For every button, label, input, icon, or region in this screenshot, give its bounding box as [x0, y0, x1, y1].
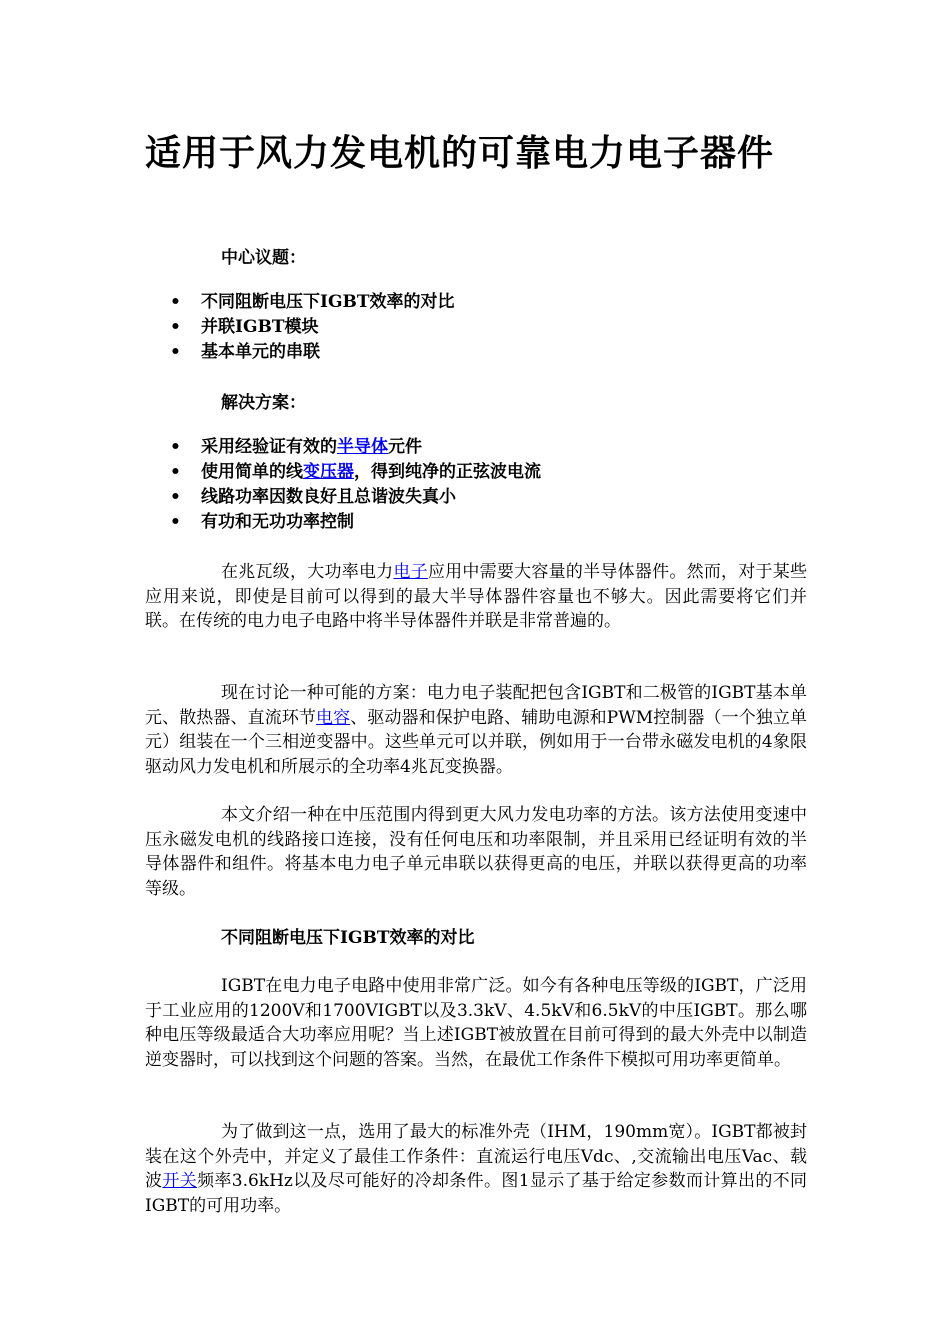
issues-list: [170, 290, 455, 365]
list-item: • 采用经验证有效的半导体元件: [170, 435, 541, 460]
link-switch[interactable]: 开关: [162, 1171, 198, 1192]
solutions-heading: 解决方案：: [221, 393, 306, 413]
list-item: • 并联IGBT模块: [170, 315, 455, 340]
link-semiconductor[interactable]: 半导体: [337, 437, 388, 457]
list-item: • 使用简单的线变压器，得到纯净的正弦波电流: [170, 460, 541, 485]
bullet-icon: •: [170, 317, 181, 337]
paragraph-1: 在兆瓦级，大功率电力电子应用中需要大容量的半导体器件。然而，对于某些应用来说，即使是目前可以得到的最大半导体器件容量也不够大。因此需要将它们并联。在传统的电力电子电路中将半导体器件并联是非常普遍的。: [145, 562, 808, 632]
solutions-list: [170, 435, 541, 535]
paragraph-5: 为了做到这一点，选用了最大的标准外壳（IHM，190mm宽）。IGBT都被封装在这个外壳中，并定义了最佳工作条件：直流运行电压Vdc、,交流输出电压Vac、载波开关频率3.6kHz以及尽可能好的冷却条件。图1显示了基于给定参数而计算出的不同IGBT的可用功率。: [145, 1122, 808, 1216]
document-title: 适用于风力发电机的可靠电力电子器件: [145, 133, 775, 174]
link-capacitor[interactable]: 电容: [316, 707, 351, 728]
bullet-icon: •: [170, 437, 181, 457]
section-heading: 不同阻断电压下IGBT效率的对比: [221, 928, 475, 948]
link-transformer[interactable]: 变压器: [303, 462, 354, 482]
issues-heading: 中心议题：: [221, 248, 306, 268]
bullet-icon: •: [170, 292, 181, 312]
link-electronics[interactable]: 电子: [393, 562, 428, 582]
paragraph-4: IGBT在电力电子电路中使用非常广泛。如今有各种电压等级的IGBT，广泛用于工业应用的1200V和1700VIGBT以及3.3kV、4.5kV和6.5kV的中压IGBT。那么哪种电压等级最适合大功率应用呢？当上述IGBT被放置在目前可得到的最大外壳中以制造逆变器时，可以找到这个问题的答案。当然，在最优工作条件下模拟可用功率更简单。: [145, 976, 807, 1070]
bullet-icon: •: [170, 462, 181, 482]
bullet-icon: •: [170, 342, 181, 362]
bullet-icon: •: [170, 512, 181, 532]
paragraph-3: 本文介绍一种在中压范围内得到更大风力发电功率的方法。该方法使用变速中压永磁发电机的线路接口连接，没有任何电压和功率限制，并且采用已经证明有效的半导体器件和组件。将基本电力电子单元串联以获得更高的电压，并联以获得更高的功率等级。: [145, 805, 807, 899]
list-item: • 有功和无功功率控制: [170, 510, 541, 535]
list-item: • 不同阻断电压下IGBT效率的对比: [170, 290, 455, 315]
bullet-icon: •: [170, 487, 181, 507]
paragraph-2: 现在讨论一种可能的方案：电力电子装配把包含IGBT和二极管的IGBT基本单元、散热器、直流环节电容、驱动器和保护电路、辅助电源和PWM控制器（一个独立单元）组装在一个三相逆变器中。这些单元可以并联，例如用于一台带永磁发电机的4象限驱动风力发电机和所展示的全功率4兆瓦变换器。: [145, 683, 808, 777]
list-item: • 线路功率因数良好且总谐波失真小: [170, 485, 541, 510]
list-item: • 基本单元的串联: [170, 340, 455, 365]
